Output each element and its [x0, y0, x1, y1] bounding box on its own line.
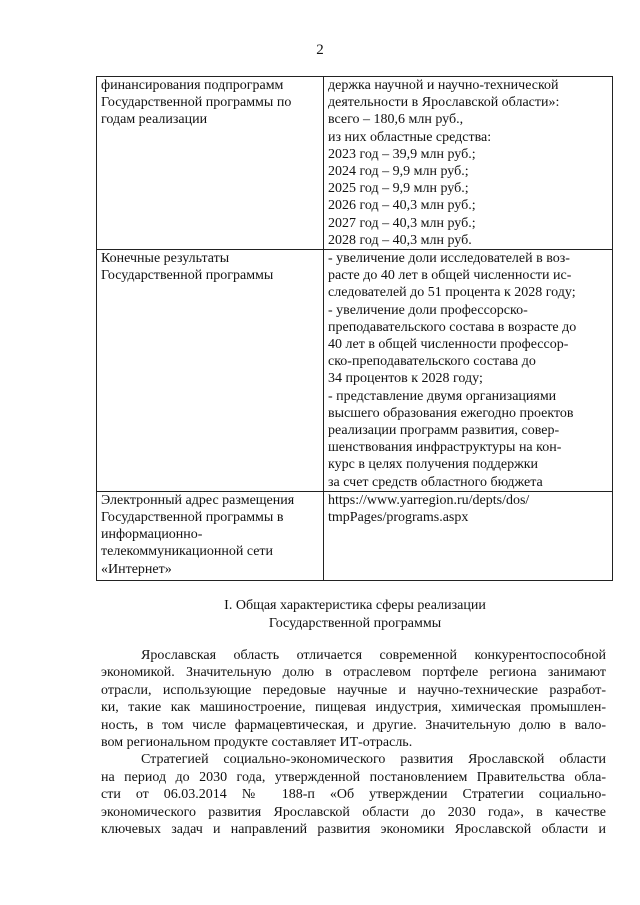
cell-line: Государственной программы в	[101, 510, 284, 526]
cell-line: из них областные средства:	[328, 129, 492, 145]
table-cell-value	[324, 77, 613, 250]
cell-line: 2024 год – 9,9 млн руб.;	[328, 164, 469, 180]
table-cell-label	[97, 250, 324, 492]
cell-line: Государственной программы	[101, 268, 274, 284]
cell-line: курс в целях получения поддержки	[328, 457, 539, 473]
cell-line: - увеличение доли исследователей в воз-	[328, 251, 570, 267]
paragraph	[101, 647, 606, 751]
cell-line: шенствования инфраструктуры на кон-	[328, 440, 562, 456]
program-url[interactable]: tmpPages/programs.aspx	[328, 510, 469, 526]
paragraph-line: ность, в том числе фармацевтическая, и другие. Значительную долю в вало-	[101, 717, 606, 733]
cell-line: телекоммуникационной сети	[101, 544, 274, 560]
table-row	[97, 250, 613, 492]
cell-line: Электронный адрес размещения	[101, 492, 295, 508]
cell-line: всего – 180,6 млн руб.,	[328, 112, 464, 128]
table-cell-value	[324, 491, 613, 580]
cell-line: ско-преподавательского состава до	[328, 354, 536, 370]
cell-line: 2027 год – 40,3 млн руб.;	[328, 215, 476, 231]
cell-line: за счет средств областного бюджета	[328, 474, 543, 490]
cell-line: финансирования подпрограмм	[101, 78, 284, 93]
cell-line: 40 лет в общей численности профессор-	[328, 337, 569, 353]
cell-line: реализации программ развития, совер-	[328, 423, 560, 439]
paragraph-line: вом региональном продукте составляет ИТ-отрасль.	[101, 735, 413, 751]
paragraph-line: Стратегией социально-экономического развития Ярославской области	[141, 752, 606, 768]
cell-line: Государственной программы по	[101, 95, 292, 111]
cell-line: следователей до 51 процента к 2028 году;	[328, 285, 576, 301]
paragraph-line: ки, такие как машиностроение, пищевая индустрия, химическая промышлен-	[101, 700, 606, 716]
cell-line: преподавательского состава в возрасте до	[328, 319, 577, 335]
body-text	[101, 647, 606, 838]
paragraph-line: экономического развития Ярославской области до 2030 года», в качестве	[101, 804, 606, 820]
table-cell-label	[97, 491, 324, 580]
section-title	[100, 597, 610, 633]
cell-line: деятельности в Ярославской области»:	[328, 95, 560, 111]
section-title-line: Государственной программы	[268, 616, 442, 631]
cell-line: годам реализации	[101, 112, 208, 128]
paragraph-line: Ярославская область отличается современной конкурентоспособной	[141, 648, 606, 663]
cell-line: - представление двумя организациями	[328, 388, 557, 404]
paragraph	[101, 751, 606, 838]
cell-line: «Интернет»	[101, 561, 172, 577]
paragraph-line: на период до 2030 года, утвержденной постановлением Правительства обла-	[101, 769, 606, 785]
cell-line: 2028 год – 40,3 млн руб.	[328, 232, 472, 248]
table-cell-value	[324, 250, 613, 492]
cell-line: высшего образования ежегодно проектов	[328, 405, 574, 421]
table-row	[97, 491, 613, 580]
table-row	[97, 77, 613, 250]
paragraph-line: отрасли, использующие передовые научные и научно-технические разработ-	[101, 682, 606, 698]
cell-line: 2025 год – 9,9 млн руб.;	[328, 181, 469, 197]
paragraph-line: экономикой. Значительную долю в отраслевом портфеле региона занимают	[101, 665, 606, 681]
cell-line: 2023 год – 39,9 млн руб.;	[328, 146, 476, 162]
cell-line: Конечные результаты	[101, 251, 230, 267]
cell-line: 34 процентов к 2028 году;	[328, 371, 483, 387]
cell-line: расте до 40 лет в общей численности ис-	[328, 268, 572, 284]
table-cell-label	[97, 77, 324, 250]
page-number: 2	[316, 42, 324, 58]
cell-line: - увеличение доли профессорско-	[328, 302, 528, 318]
paragraph-line: сти от 06.03.2014 № 188-п «Об утверждении Стратегии социально-	[101, 787, 606, 803]
program-passport-table	[96, 76, 613, 581]
section-title-line: I. Общая характеристика сферы реализации	[224, 598, 486, 613]
cell-line: держка научной и научно-технической	[328, 78, 559, 93]
paragraph-line: ключевых задач и направлений развития экономики Ярославской области и	[101, 822, 606, 838]
cell-line: информационно-	[101, 527, 203, 543]
program-url[interactable]: https://www.yarregion.ru/depts/dos/	[328, 492, 530, 508]
cell-line: 2026 год – 40,3 млн руб.;	[328, 198, 476, 214]
